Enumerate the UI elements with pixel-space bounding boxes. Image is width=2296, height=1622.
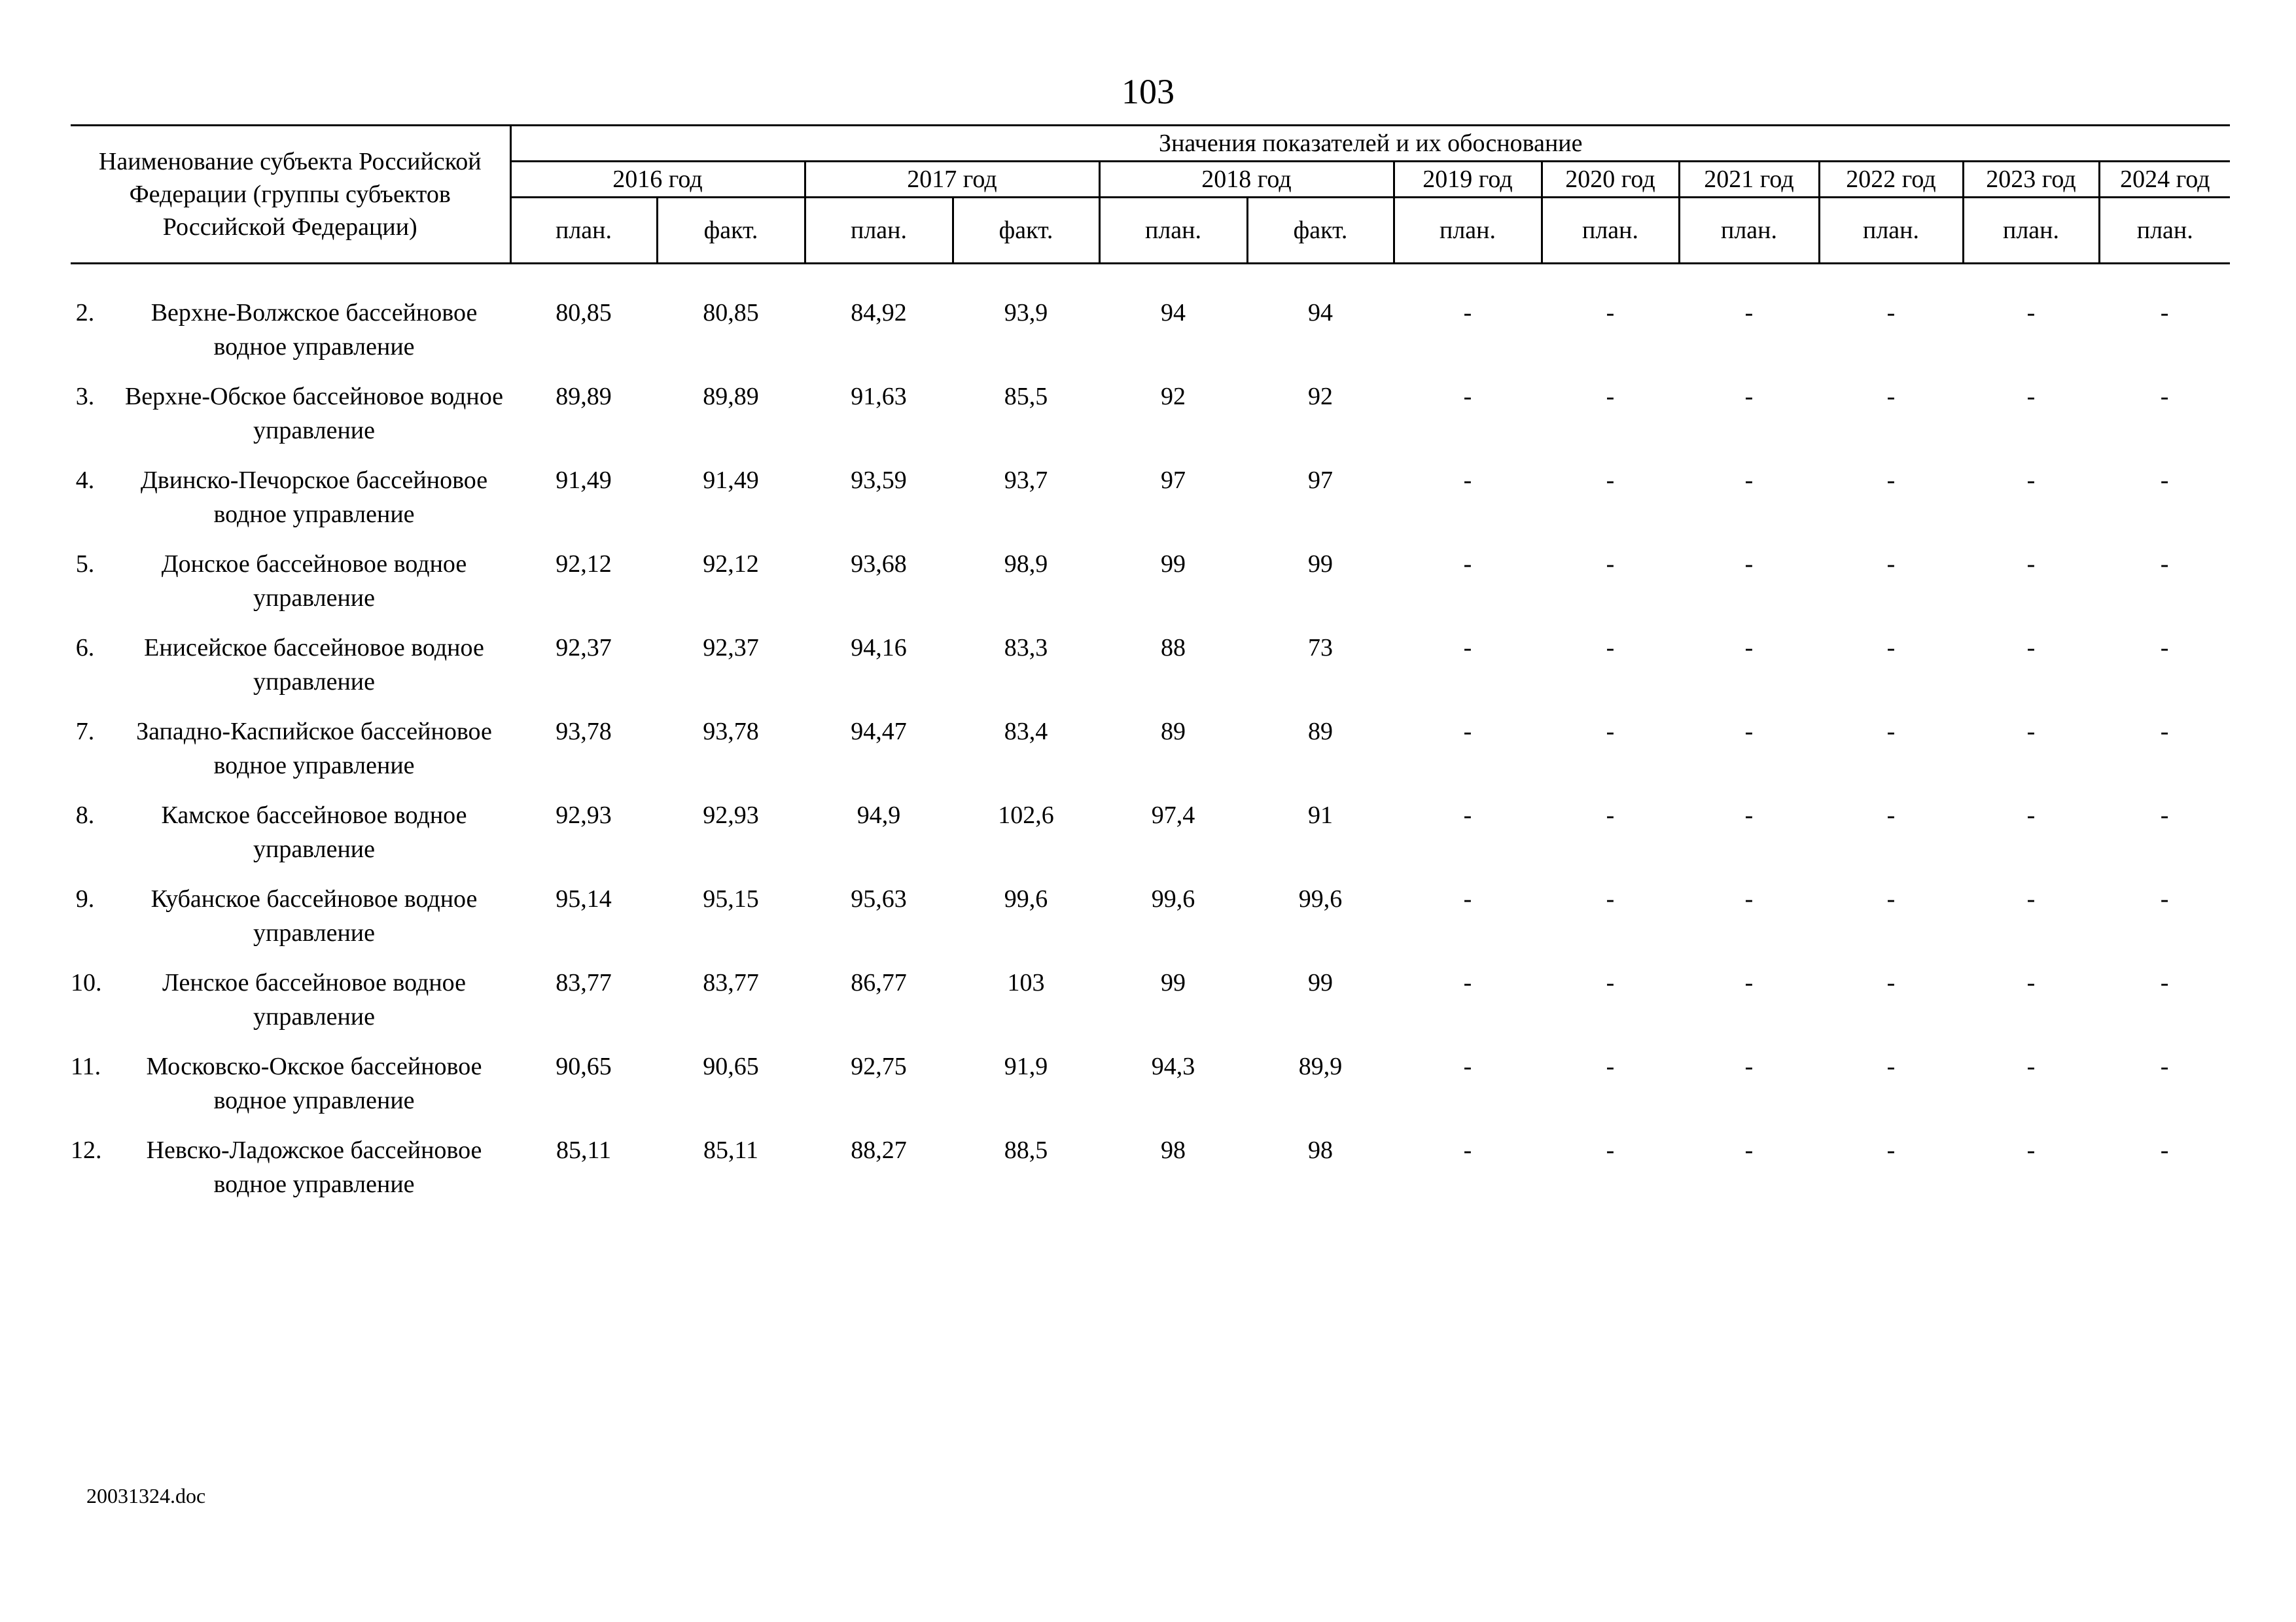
value-cell: 89 [1308, 718, 1333, 745]
value-cell: 95,63 [851, 885, 907, 913]
year-header-2022: 2022 год [1819, 162, 1963, 198]
value-cell: - [1606, 467, 1615, 494]
name-column-header: Наименование субъекта Российской Федерации (группы субъектов Российской Федерации) [71, 126, 510, 264]
value-cell: - [1886, 1053, 1896, 1080]
year-header-2017: 2017 год [805, 162, 1099, 198]
value-cell: 99 [1161, 969, 1186, 996]
value-cell: - [1606, 718, 1615, 745]
value-cell: 89,89 [703, 383, 759, 410]
row-number: 6. [75, 634, 95, 661]
value-cell: - [1463, 467, 1472, 494]
value-cell: - [1606, 634, 1615, 661]
value-cell: - [1886, 634, 1896, 661]
table-body [71, 264, 2230, 1218]
value-cell: 85,11 [556, 1137, 612, 1164]
value-cell: 95,14 [556, 885, 612, 913]
value-cell: 91,49 [556, 467, 612, 494]
value-cell: - [2160, 550, 2169, 578]
value-cell: 88,5 [1004, 1137, 1048, 1164]
value-cell: - [2026, 802, 2036, 829]
value-cell: - [2160, 718, 2169, 745]
subheader-plan: план. [1542, 198, 1679, 264]
value-cell: 98 [1308, 1137, 1333, 1164]
table-row [71, 631, 2230, 714]
value-cell: - [2026, 885, 2036, 913]
subheader-fact: факт. [657, 198, 805, 264]
value-cell: - [1463, 718, 1472, 745]
row-subject-name: Енисейское бассейновое водное управление [144, 634, 484, 696]
row-subject-name: Камское бассейновое водное управление [161, 802, 467, 863]
value-cell: - [1463, 550, 1472, 578]
value-cell: - [1744, 1137, 1754, 1164]
row-subject-name: Невско-Ладожское бассейновое водное управление [146, 1137, 482, 1198]
subheader-plan: план. [1963, 198, 2099, 264]
value-cell: - [2160, 1053, 2169, 1080]
table-row [71, 798, 2230, 882]
row-number: 9. [75, 885, 95, 913]
row-subject-name: Ленское бассейновое водное управление [162, 969, 466, 1031]
value-cell: - [2160, 383, 2169, 410]
table-row [71, 547, 2230, 631]
value-cell: - [1886, 885, 1896, 913]
value-cell: 93,7 [1004, 467, 1048, 494]
value-cell: 94,3 [1151, 1053, 1195, 1080]
row-number: 12. [71, 1137, 102, 1164]
value-cell: 102,6 [998, 802, 1054, 829]
value-cell: 94 [1308, 299, 1333, 326]
value-cell: 92,93 [556, 802, 612, 829]
table-row [71, 882, 2230, 966]
value-cell: 92,75 [851, 1053, 907, 1080]
value-cell: 83,3 [1004, 634, 1048, 661]
value-cell: - [1463, 299, 1472, 326]
value-cell: - [2160, 969, 2169, 996]
value-cell: - [2026, 969, 2036, 996]
value-cell: - [1886, 299, 1896, 326]
value-cell: - [2026, 1137, 2036, 1164]
value-cell: 93,9 [1004, 299, 1048, 326]
value-cell: 94,16 [851, 634, 907, 661]
value-cell: 95,15 [703, 885, 759, 913]
value-cell: - [2026, 550, 2036, 578]
value-cell: - [1744, 969, 1754, 996]
subheader-plan: план. [1819, 198, 1963, 264]
value-cell: 92,37 [703, 634, 759, 661]
value-cell: - [1463, 969, 1472, 996]
table-row [71, 966, 2230, 1049]
value-cell: 98,9 [1004, 550, 1048, 578]
value-cell: - [1886, 969, 1896, 996]
value-cell: - [1463, 634, 1472, 661]
value-cell: - [1744, 383, 1754, 410]
value-cell: - [2160, 299, 2169, 326]
year-header-2020: 2020 год [1542, 162, 1679, 198]
value-cell: - [1886, 383, 1896, 410]
values-title-header: Значения показателей и их обоснование [510, 126, 2230, 162]
value-cell: - [1886, 802, 1896, 829]
value-cell: 92,93 [703, 802, 759, 829]
value-cell: 83,4 [1004, 718, 1048, 745]
value-cell: - [2160, 634, 2169, 661]
value-cell: - [1463, 885, 1472, 913]
value-cell: - [1606, 550, 1615, 578]
value-cell: 103 [1007, 969, 1045, 996]
value-cell: 88,27 [851, 1137, 907, 1164]
row-subject-name: Московско-Окское бассейновое водное управление [146, 1053, 482, 1114]
value-cell: - [2026, 1053, 2036, 1080]
value-cell: 80,85 [703, 299, 759, 326]
value-cell: - [1463, 1137, 1472, 1164]
value-cell: - [2026, 634, 2036, 661]
year-header-2024: 2024 год [2099, 162, 2230, 198]
row-subject-name: Двинско-Печорское бассейновое водное управление [140, 467, 488, 528]
value-cell: - [1744, 802, 1754, 829]
value-cell: 88 [1161, 634, 1186, 661]
value-cell: 99 [1308, 969, 1333, 996]
table-row [71, 296, 2230, 379]
value-cell: - [1606, 802, 1615, 829]
value-cell: 84,92 [851, 299, 907, 326]
value-cell: 89,9 [1298, 1053, 1343, 1080]
value-cell: - [2026, 718, 2036, 745]
value-cell: - [1886, 550, 1896, 578]
value-cell: 93,78 [703, 718, 759, 745]
value-cell: 92 [1161, 383, 1186, 410]
subheader-plan: план. [2099, 198, 2230, 264]
value-cell: 85,11 [703, 1137, 759, 1164]
year-header-2023: 2023 год [1963, 162, 2099, 198]
row-subject-name: Верхне-Волжское бассейновое водное управление [150, 299, 478, 361]
value-cell: - [1463, 802, 1472, 829]
value-cell: 89,89 [556, 383, 612, 410]
value-cell: - [1606, 383, 1615, 410]
value-cell: 92,12 [703, 550, 759, 578]
row-number: 11. [71, 1053, 101, 1080]
subheader-plan: план. [1099, 198, 1247, 264]
year-header-2019: 2019 год [1394, 162, 1542, 198]
year-header-2018: 2018 год [1099, 162, 1394, 198]
row-subject-name: Донское бассейновое водное управление [161, 550, 467, 612]
value-cell: 97 [1308, 467, 1333, 494]
value-cell: 83,77 [556, 969, 612, 996]
value-cell: - [2026, 299, 2036, 326]
row-number: 2. [75, 299, 95, 326]
value-cell: 94 [1161, 299, 1186, 326]
row-number: 7. [75, 718, 95, 745]
value-cell: - [2026, 467, 2036, 494]
value-cell: - [1606, 1053, 1615, 1080]
value-cell: - [1606, 885, 1615, 913]
row-number: 4. [75, 467, 95, 494]
value-cell: - [2160, 802, 2169, 829]
value-cell: 93,59 [851, 467, 907, 494]
table-row [71, 379, 2230, 463]
value-cell: - [1744, 299, 1754, 326]
subheader-plan: план. [1394, 198, 1542, 264]
table-row [71, 714, 2230, 798]
row-number: 3. [75, 383, 95, 410]
value-cell: 85,5 [1004, 383, 1048, 410]
value-cell: 90,65 [703, 1053, 759, 1080]
value-cell: - [1606, 1137, 1615, 1164]
table-row [71, 463, 2230, 547]
value-cell: 91,49 [703, 467, 759, 494]
value-cell: - [1744, 885, 1754, 913]
year-header-2021: 2021 год [1679, 162, 1819, 198]
row-subject-name: Западно-Каспийское бассейновое водное управление [136, 718, 492, 779]
value-cell: 97 [1161, 467, 1186, 494]
subheader-fact: факт. [1247, 198, 1394, 264]
value-cell: 99 [1308, 550, 1333, 578]
value-cell: - [1744, 1053, 1754, 1080]
value-cell: - [2026, 383, 2036, 410]
page-number: 103 [1122, 72, 1174, 111]
value-cell: 93,78 [556, 718, 612, 745]
value-cell: - [1463, 383, 1472, 410]
value-cell: 89 [1161, 718, 1186, 745]
value-cell: 97,4 [1151, 802, 1195, 829]
value-cell: 99,6 [1151, 885, 1195, 913]
value-cell: 83,77 [703, 969, 759, 996]
value-cell: 94,47 [851, 718, 907, 745]
value-cell: 91 [1308, 802, 1333, 829]
value-cell: - [1744, 634, 1754, 661]
value-cell: - [1606, 299, 1615, 326]
value-cell: 99 [1161, 550, 1186, 578]
value-cell: - [1744, 718, 1754, 745]
value-cell: - [1606, 969, 1615, 996]
file-code: 20031324.doc [86, 1484, 206, 1507]
value-cell: 92,37 [556, 634, 612, 661]
value-cell: - [1463, 1053, 1472, 1080]
value-cell: 86,77 [851, 969, 907, 996]
table-row [71, 1049, 2230, 1133]
value-cell: - [2160, 1137, 2169, 1164]
value-cell: - [1744, 467, 1754, 494]
value-cell: 73 [1308, 634, 1333, 661]
subheader-plan: план. [1679, 198, 1819, 264]
row-subject-name: Кубанское бассейновое водное управление [150, 885, 478, 947]
subheader-plan: план. [510, 198, 657, 264]
value-cell: 91,9 [1004, 1053, 1048, 1080]
value-cell: - [2160, 467, 2169, 494]
value-cell: 80,85 [556, 299, 612, 326]
value-cell: 92 [1308, 383, 1333, 410]
indicators-table [71, 124, 2230, 1217]
row-subject-name: Верхне-Обское бассейновое водное управление [124, 383, 504, 444]
value-cell: 91,63 [851, 383, 907, 410]
value-cell: - [1744, 550, 1754, 578]
table-row [71, 1133, 2230, 1217]
value-cell: - [1886, 467, 1896, 494]
value-cell: 99,6 [1004, 885, 1048, 913]
value-cell: - [1886, 1137, 1896, 1164]
value-cell: 99,6 [1298, 885, 1343, 913]
value-cell: 93,68 [851, 550, 907, 578]
subheader-fact: факт. [953, 198, 1099, 264]
value-cell: - [2160, 885, 2169, 913]
value-cell: - [1886, 718, 1896, 745]
value-cell: 94,9 [857, 802, 901, 829]
value-cell: 90,65 [556, 1053, 612, 1080]
row-number: 10. [71, 969, 102, 996]
row-number: 8. [75, 802, 95, 829]
year-header-2016: 2016 год [510, 162, 805, 198]
row-number: 5. [75, 550, 95, 578]
subheader-plan: план. [805, 198, 953, 264]
value-cell: 92,12 [556, 550, 612, 578]
value-cell: 98 [1161, 1137, 1186, 1164]
